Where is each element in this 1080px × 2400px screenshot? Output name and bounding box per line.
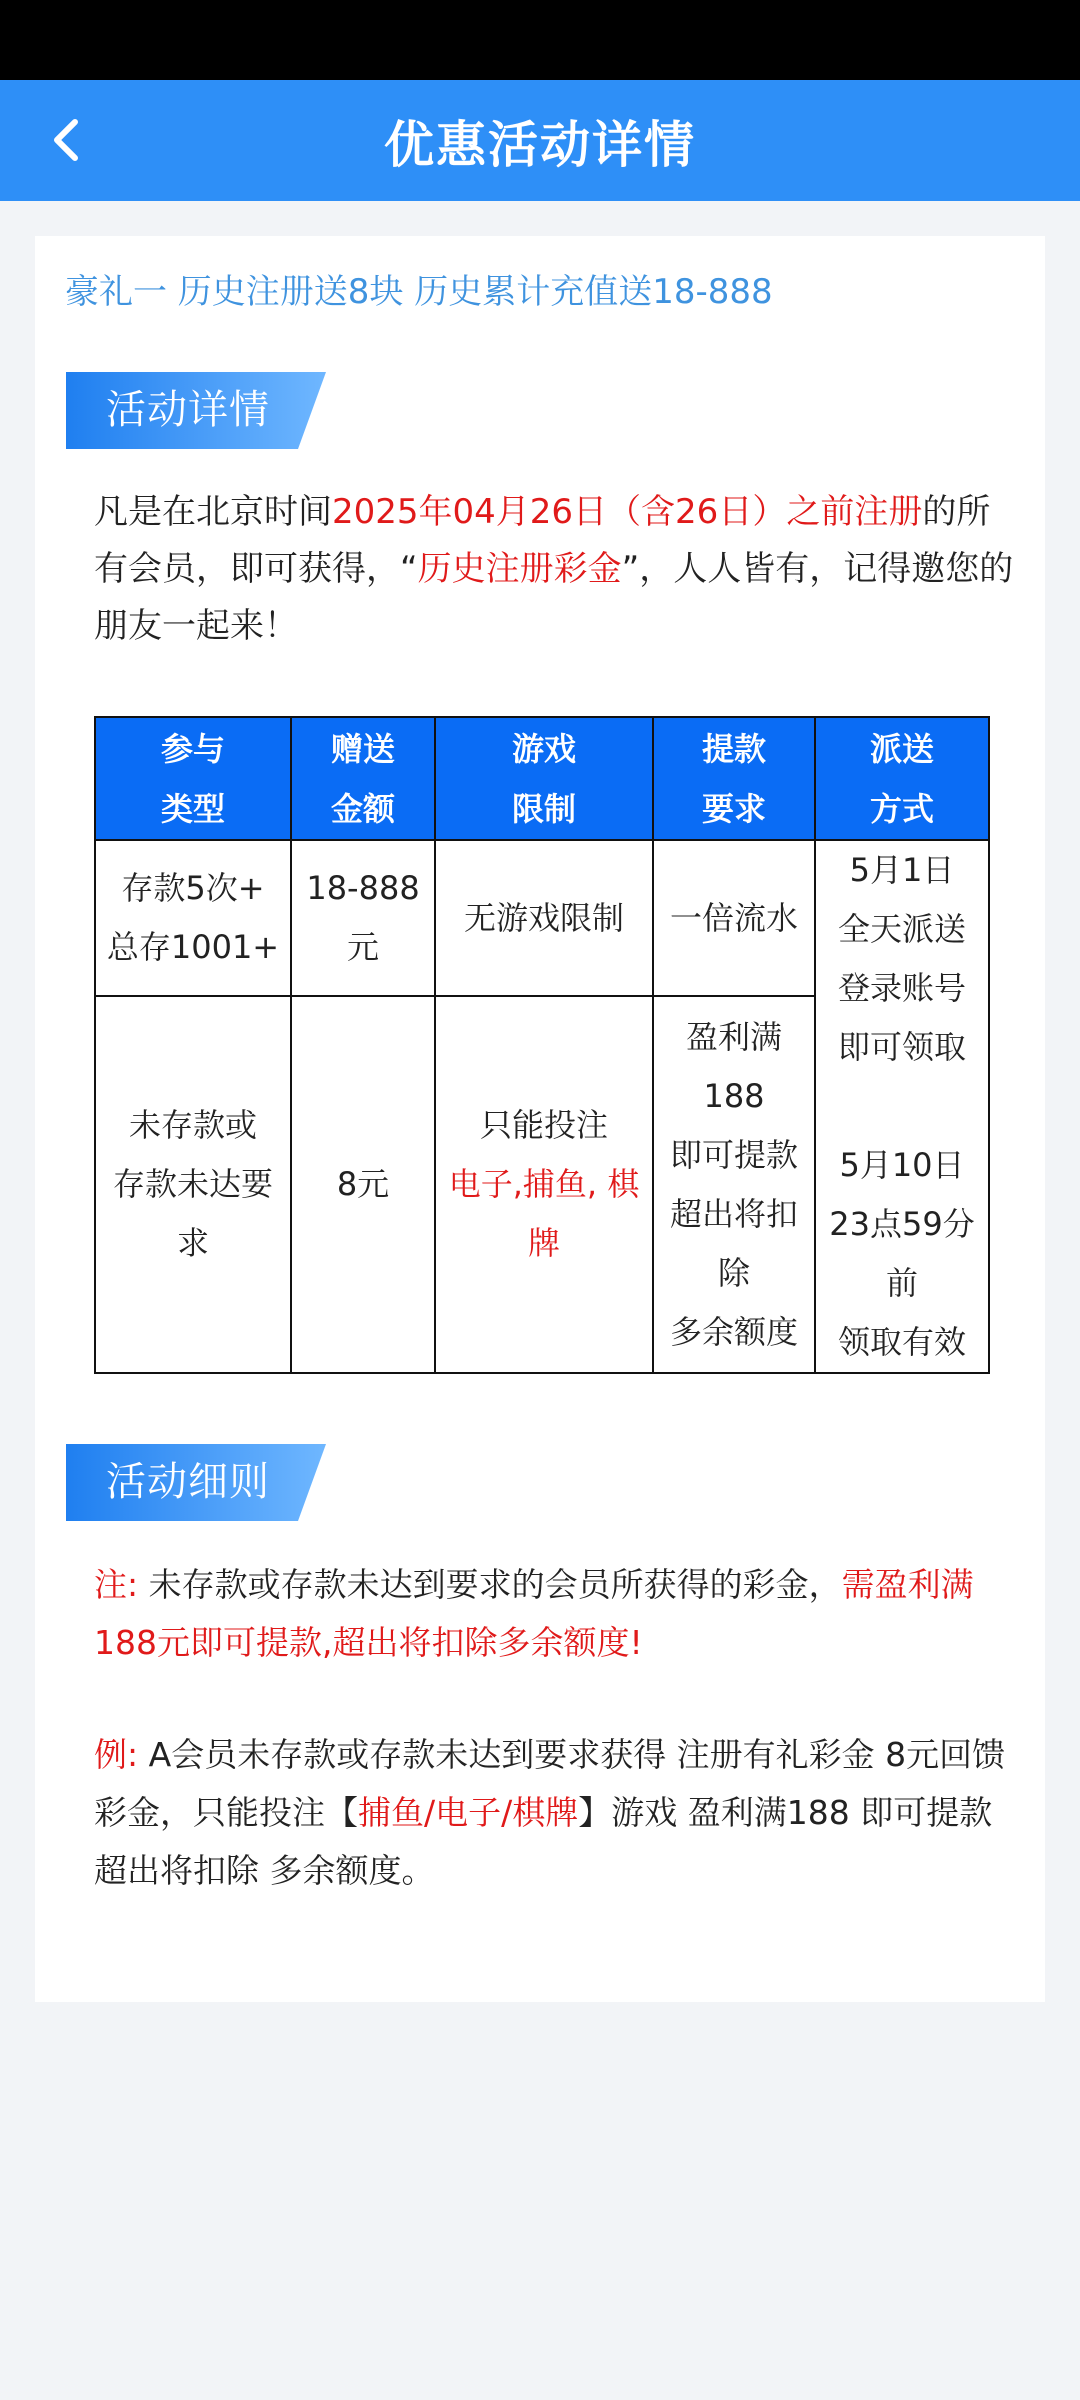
rule-example: 例: A会员未存款或存款未达到要求获得 注册有礼彩金 8元回馈彩金，只能投注【捕鱼/电子/棋牌】游戏 盈利满188 即可提款 超出将扣除 多余额度。: [94, 1735, 1006, 1890]
table-header-limit: 游戏 限制: [435, 717, 653, 840]
table-header-withdraw: 提款 要求: [653, 717, 815, 840]
table-header-amount: 赠送 金额: [291, 717, 435, 840]
section-tag-details: 活动详情: [66, 372, 326, 449]
page-title: 优惠活动详情: [384, 115, 696, 174]
cell-amount: 18-888 元: [291, 840, 435, 996]
intro-paragraph: 凡是在北京时间2025年04月26日（含26日）之前注册的所有会员，即可获得，“历史注册彩金”，人人皆有，记得邀您的朋友一起来！: [94, 492, 1014, 646]
back-button[interactable]: [44, 118, 88, 162]
section-tag-rules: 活动细则: [66, 1444, 326, 1521]
cell-amount: 8元: [291, 996, 435, 1373]
cell-type: 存款5次+ 总存1001+: [95, 840, 291, 996]
promo-headline: 豪礼一 历史注册送8块 历史累计充值送18-888: [65, 272, 773, 312]
promo-detail-card: [35, 236, 1045, 2002]
cell-limit: 只能投注 电子,捕鱼, 棋 牌: [435, 996, 653, 1373]
rule-note: 注: 未存款或存款未达到要求的会员所获得的彩金，需盈利满188元即可提款,超出将扣除多余额度!: [94, 1565, 974, 1662]
table-header-dispatch: 派送 方式: [815, 717, 989, 840]
cell-limit: 无游戏限制: [435, 840, 653, 996]
top-nav-bar: [0, 80, 1080, 201]
cell-dispatch: 5月1日 全天派送 登录账号 即可领取 5月10日 23点59分 前 领取有效: [815, 840, 989, 1373]
status-bar: [0, 0, 1080, 80]
cell-type: 未存款或 存款未达要 求: [95, 996, 291, 1373]
table-header-row: [95, 717, 989, 840]
table-row: [95, 840, 989, 996]
cell-withdraw: 盈利满188 即可提款 超出将扣 除 多余额度: [653, 996, 815, 1373]
chevron-left-icon: [51, 118, 81, 162]
cell-withdraw: 一倍流水: [653, 840, 815, 996]
promo-table: [94, 716, 990, 1374]
table-header-type: 参与 类型: [95, 717, 291, 840]
